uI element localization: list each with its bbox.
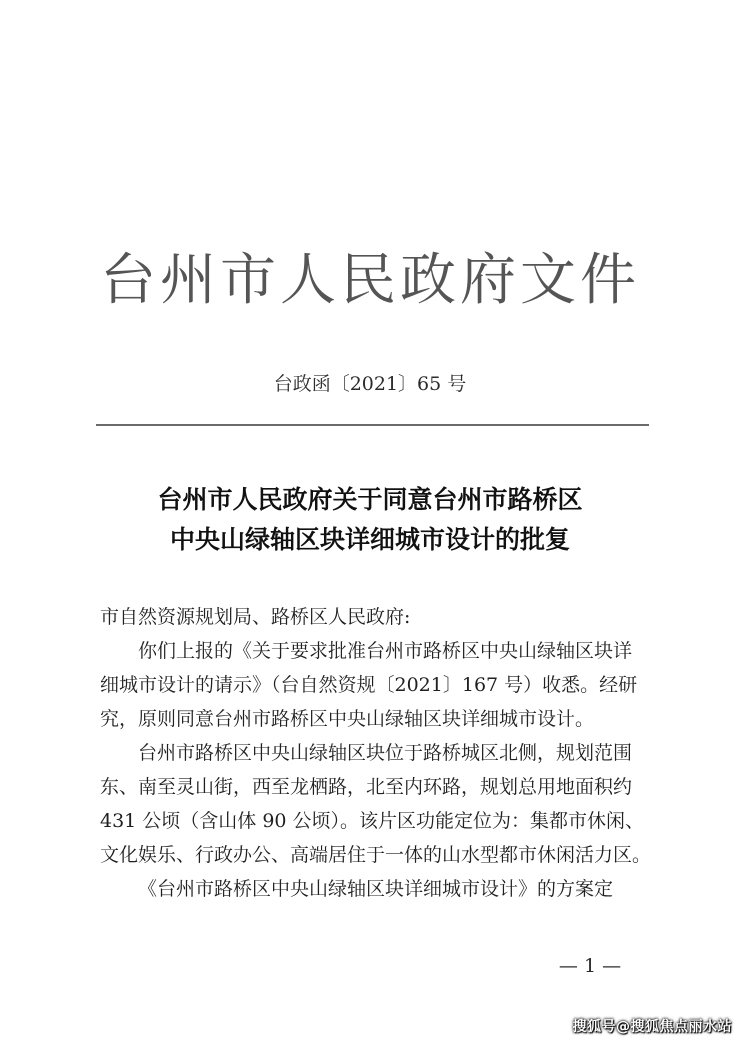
page-number: — 1 — xyxy=(558,955,622,977)
body-line: 台州市路桥区中央山绿轴区块位于路桥城区北侧，规划范围 xyxy=(138,742,633,764)
body-line: 431 公顷（含山体 90 公顷）。该片区功能定位为：集都市休闲、 xyxy=(100,810,645,832)
body-line: 你们上报的《关于要求批准台州市路桥区中央山绿轴区块详 xyxy=(138,640,633,662)
body-line: 究，原则同意台州市路桥区中央山绿轴区块详细城市设计。 xyxy=(100,708,595,730)
body-line: 《台州市路桥区中央山绿轴区块详细城市设计》的方案定 xyxy=(138,878,614,900)
issuing-authority-header: 台州市人民政府文件 xyxy=(100,248,640,313)
salutation: 市自然资源规划局、路桥区人民政府: xyxy=(100,606,411,628)
body-line: 细城市设计的请示》（台自然资规〔2021〕167 号）收悉。经研 xyxy=(100,674,638,696)
body-line: 文化娱乐、行政办公、高端居住于一体的山水型都市休闲活力区。 xyxy=(100,844,652,866)
document-body xyxy=(100,600,660,906)
document-title-line-2: 中央山绿轴区块详细城市设计的批复 xyxy=(169,525,570,554)
source-watermark: 搜狐号@搜狐焦点丽水站 xyxy=(572,1019,732,1035)
document-title-line-1: 台州市人民政府关于同意台州市路桥区 xyxy=(157,485,583,514)
document-number: 台政函〔2021〕65 号 xyxy=(273,373,467,395)
document-title xyxy=(0,480,740,560)
body-line: 东、南至灵山街，西至龙栖路，北至内环路，规划总用地面积约 xyxy=(100,776,633,798)
header-divider xyxy=(96,424,649,426)
